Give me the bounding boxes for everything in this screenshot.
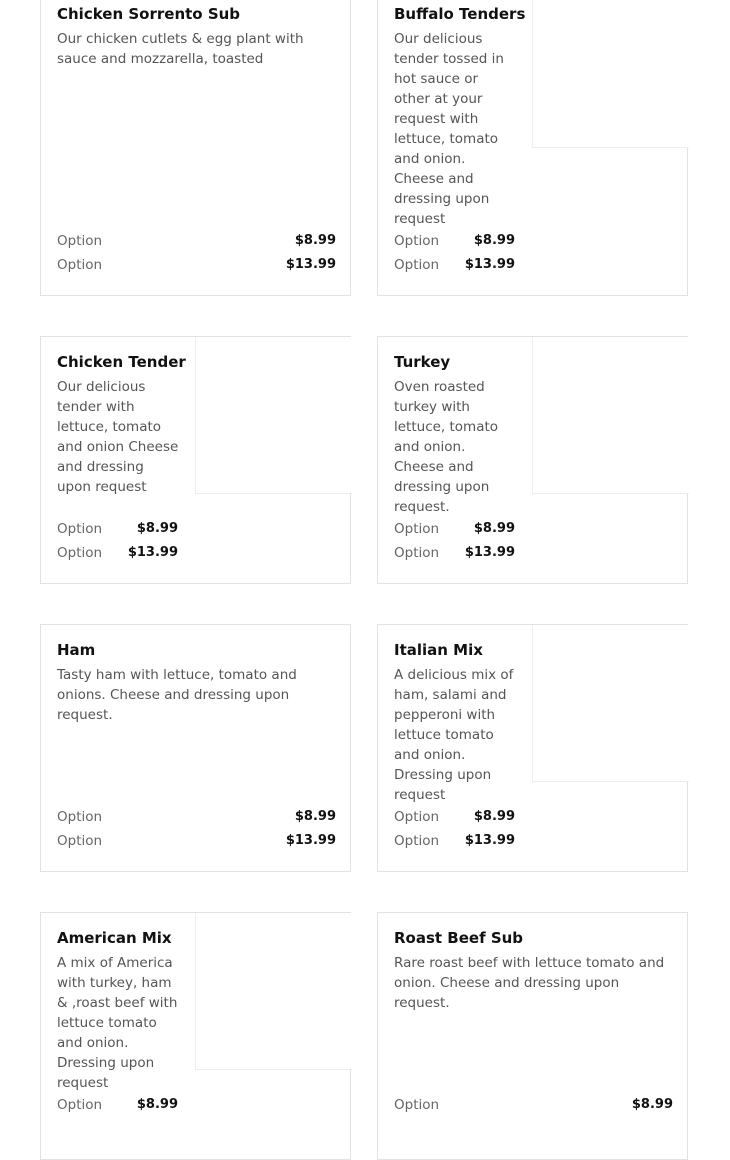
menu-item-title: Buffalo Tenders: [394, 5, 526, 23]
option-price: $13.99: [464, 545, 515, 560]
menu-item-description: Our chicken cutlets & egg plant with sauce and mozzarella, toasted: [57, 31, 304, 67]
price-option-row[interactable]: [57, 519, 178, 539]
menu-item-card[interactable]: [377, 336, 688, 584]
option-price: $8.99: [136, 1097, 178, 1112]
menu-item-image: [195, 337, 352, 494]
option-price: $8.99: [631, 1097, 673, 1112]
menu-item-card[interactable]: [377, 0, 688, 296]
option-price: $8.99: [473, 521, 515, 536]
menu-item-description: Rare roast beef with lettuce tomato and onion. Cheese and dressing upon request.: [394, 955, 665, 1011]
menu-item-title: Roast Beef Sub: [394, 929, 524, 947]
option-label: Option: [57, 833, 103, 849]
menu-item-description: A delicious mix of ham, salami and pepperoni with lettuce tomato and onion. Dressing upon request: [394, 667, 514, 803]
menu-item-card[interactable]: [40, 912, 351, 1160]
price-option-row[interactable]: [394, 831, 515, 851]
menu-item-description: Oven roasted turkey with lettuce, tomato and onion. Cheese and dressing upon request.: [394, 379, 499, 515]
price-option-row[interactable]: [57, 831, 336, 851]
price-option-row[interactable]: [394, 1095, 673, 1115]
option-price: $8.99: [136, 521, 178, 536]
menu-item-card[interactable]: [40, 624, 351, 872]
price-option-row[interactable]: [394, 255, 515, 275]
option-label: Option: [57, 521, 103, 537]
option-price: $8.99: [473, 809, 515, 824]
option-label: Option: [57, 809, 103, 825]
option-price: $8.99: [473, 233, 515, 248]
menu-item-description: Tasty ham with lettuce, tomato and onions. Cheese and dressing upon request.: [57, 667, 297, 723]
menu-item-title: Chicken Sorrento Sub: [57, 5, 241, 23]
option-label: Option: [57, 233, 103, 249]
option-price: $8.99: [294, 809, 336, 824]
price-option-row[interactable]: [57, 231, 336, 251]
menu-item-description: A mix of America with turkey, ham & ,roast beef with lettuce tomato and onion. Dressing upon request: [57, 955, 178, 1091]
option-label: Option: [394, 257, 440, 273]
option-label: Option: [394, 833, 440, 849]
price-option-row[interactable]: [394, 807, 515, 827]
menu-item-card[interactable]: [377, 624, 688, 872]
menu-item-image: [532, 625, 689, 782]
menu-item-card[interactable]: [40, 336, 351, 584]
option-price: $13.99: [464, 833, 515, 848]
option-label: Option: [394, 809, 440, 825]
price-option-row[interactable]: [57, 807, 336, 827]
menu-item-title: Turkey: [394, 353, 451, 371]
menu-item-title: American Mix: [57, 929, 172, 947]
menu-item-description: Our delicious tender with lettuce, tomato and onion Cheese and dressing upon request: [57, 379, 179, 495]
menu-item-title: Italian Mix: [394, 641, 483, 659]
price-option-row[interactable]: [57, 543, 178, 563]
option-label: Option: [57, 545, 103, 561]
menu-item-description: Our delicious tender tossed in hot sauce or other at your request with lettuce, tomato and onion. Cheese and dressing upon request: [394, 31, 504, 227]
menu-item-title: Chicken Tender: [57, 353, 186, 371]
menu-item-card[interactable]: [377, 912, 688, 1160]
price-option-row[interactable]: [394, 519, 515, 539]
option-label: Option: [57, 1097, 103, 1113]
menu-item-title: Ham: [57, 641, 96, 659]
option-label: Option: [394, 545, 440, 561]
menu-item-card[interactable]: [40, 0, 351, 296]
price-option-row[interactable]: [394, 231, 515, 251]
option-price: $8.99: [294, 233, 336, 248]
option-label: Option: [394, 233, 440, 249]
option-price: $13.99: [285, 833, 336, 848]
menu-item-image: [195, 913, 352, 1070]
option-price: $13.99: [127, 545, 178, 560]
menu-item-image: [532, 0, 689, 148]
option-label: Option: [394, 521, 440, 537]
option-label: Option: [394, 1097, 440, 1113]
option-price: $13.99: [464, 257, 515, 272]
option-price: $13.99: [285, 257, 336, 272]
menu-item-image: [532, 337, 689, 494]
price-option-row[interactable]: [394, 543, 515, 563]
price-option-row[interactable]: [57, 1095, 178, 1115]
price-option-row[interactable]: [57, 255, 336, 275]
option-label: Option: [57, 257, 103, 273]
